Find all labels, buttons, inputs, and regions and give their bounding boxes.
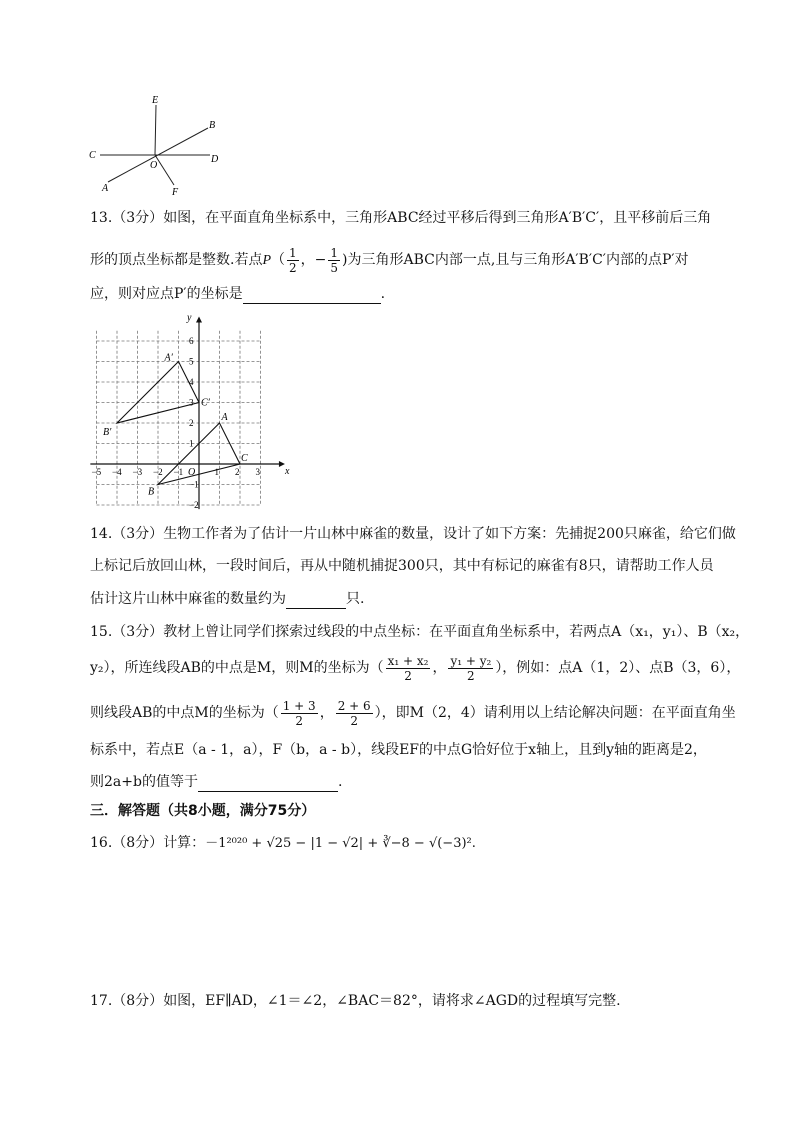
label-O: O bbox=[150, 160, 158, 171]
vertex-A1-label: A′ bbox=[164, 352, 173, 364]
q15-line3: 则线段AB的中点M的坐标为（ $\frac{1 + 3}{2}$ ， $\frac{2 + 6}{2}$ ），即M（2，4）请利用以上结论解决问题：在平面直角坐 bbox=[90, 698, 736, 728]
q13-text2a: 形的顶点坐标都是整数.若点 bbox=[90, 252, 263, 268]
q14-line2 bbox=[90, 556, 714, 576]
y-tick-label: 1 bbox=[189, 438, 194, 449]
q14-answer-blank[interactable] bbox=[286, 592, 346, 609]
q13-period: . bbox=[380, 286, 386, 302]
q15-score: （3分） bbox=[112, 624, 164, 640]
q15-text5: 则2a+b的值等于 bbox=[90, 774, 198, 790]
q17-text: 如图，EF∥AD，∠1＝∠2，∠BAC＝82°，请将求∠AGD的过程填写完整. bbox=[163, 993, 621, 1009]
label-C: C bbox=[89, 150, 96, 161]
q15-num: 15. bbox=[90, 624, 113, 640]
q15-line2: y₂），所连线段AB的中点是M，则M的坐标为（ $\frac{\text{x₁ + x₂}}{2}$ ， $\frac{\text{y₁ + y₂}}{2}$ ），例如：点A（1，2）、点B（3，6）， bbox=[90, 653, 741, 683]
q16-line bbox=[90, 833, 476, 854]
q15-line4 bbox=[90, 740, 707, 760]
q13-neg: − bbox=[314, 252, 327, 268]
y-tick-label: 3 bbox=[189, 397, 194, 408]
q15-text2b: ），例如：点A（1，2）、点B（3，6）， bbox=[495, 660, 741, 676]
q13-text1: 如图，在平面直角坐标系中，三角形ABC经过平移后得到三角形A′B′C′，且平移前后三角 bbox=[163, 210, 712, 226]
line-OE bbox=[155, 105, 156, 155]
x-tick-label: −3 bbox=[132, 467, 143, 477]
y-tick-label: 4 bbox=[189, 377, 194, 387]
q14-text2: 上标记后放回山林，一段时间后，再从中随机捕捉300只，其中有标记的麻雀有8只，请帮助工作人员 bbox=[90, 558, 714, 574]
q13-text2b: )为三角形ABC内部一点,且与三角形A′B′C′内部的点P′对 bbox=[342, 252, 689, 268]
q15-frac1: $\frac{\text{x₁ + x₂}}{2}$ bbox=[387, 653, 429, 683]
origin-label: O bbox=[188, 467, 196, 478]
q13-num: 13. bbox=[90, 210, 113, 226]
x-tick-label: 3 bbox=[255, 467, 260, 477]
angle-lines-figure bbox=[80, 90, 230, 200]
q15-text3b: ），即M（2，4）请利用以上结论解决问题：在平面直角坐 bbox=[374, 705, 736, 721]
q13-line3 bbox=[90, 284, 385, 304]
q15-text1: 教材上曾让同学们探索过线段的中点坐标：在平面直角坐标系中，若两点A（x₁，y₁）、B（x₂， bbox=[163, 624, 750, 640]
q17-line bbox=[90, 991, 621, 1011]
q16-num: 16. bbox=[90, 835, 113, 851]
x-axis-label: x bbox=[284, 466, 290, 477]
x-tick-label: −4 bbox=[112, 467, 122, 477]
q15-line5 bbox=[90, 772, 342, 792]
label-A: A bbox=[102, 183, 109, 194]
q15-frac2: $\frac{\text{y₁ + y₂}}{2}$ bbox=[450, 653, 492, 683]
q15-answer-blank[interactable] bbox=[198, 775, 338, 792]
q13-frac2: $\frac{1}{5}$ bbox=[330, 245, 339, 275]
x-tick-label: −5 bbox=[91, 467, 102, 477]
q15-line1 bbox=[90, 622, 749, 642]
label-D: D bbox=[211, 154, 219, 165]
y-tick-label: 2 bbox=[189, 418, 194, 428]
vertex-C-label: C bbox=[241, 453, 248, 464]
q13-answer-blank[interactable] bbox=[243, 287, 381, 304]
q14-end: 只. bbox=[346, 591, 365, 607]
q13-line2: 形的顶点坐标都是整数.若点P（ $\frac{1}{2}$ ，− $\frac{1}{5}$ )为三角形ABC内部一点,且与三角形A′B′C′内部的点P′对 bbox=[90, 245, 689, 275]
q15-text2a: y₂），所连线段AB的中点是M，则M的坐标为（ bbox=[90, 660, 384, 676]
q14-line1 bbox=[90, 524, 736, 544]
vertex-B1-label: B′ bbox=[103, 427, 112, 438]
q16-text: 计算： bbox=[163, 835, 206, 851]
y-tick-label: −2 bbox=[189, 500, 199, 510]
y-tick-label: −1 bbox=[189, 479, 199, 490]
q15-text3a: 则线段AB的中点M的坐标为（ bbox=[90, 705, 279, 721]
y-tick-label: 5 bbox=[189, 356, 194, 367]
q14-line3 bbox=[90, 589, 364, 609]
q14-text3: 估计这片山林中麻雀的数量约为 bbox=[90, 591, 286, 607]
q14-score: （3分） bbox=[112, 526, 164, 542]
line-OF bbox=[155, 155, 174, 185]
x-tick-label: 2 bbox=[235, 467, 240, 477]
q13-score: （3分） bbox=[112, 210, 164, 226]
x-tick-label: −1 bbox=[173, 467, 184, 477]
q15-text4: 标系中，若点E（a - 1，a），F（b，a - b），线段EF的中点G恰好位于x轴上，且到y轴的距离是2， bbox=[90, 742, 707, 758]
x-tick-label: 1 bbox=[214, 467, 219, 477]
label-B: B bbox=[209, 120, 216, 131]
q16-expression: －1²⁰²⁰ + √25 − |1 − √2| + ∛−8 − √(−3)². bbox=[205, 836, 476, 851]
q16-score: （8分） bbox=[112, 835, 164, 851]
q15-end: . bbox=[337, 774, 343, 790]
q13-text3: 应，则对应点P′的坐标是 bbox=[90, 286, 243, 302]
label-E: E bbox=[152, 95, 159, 106]
x-tick-label: −2 bbox=[153, 467, 163, 477]
q17-score: （8分） bbox=[112, 993, 164, 1009]
y-tick-label: 6 bbox=[189, 336, 194, 346]
y-axis-arrow bbox=[196, 317, 202, 323]
label-F: F bbox=[172, 187, 179, 198]
q13-frac1: $\frac{1}{2}$ bbox=[289, 245, 297, 275]
q17-num: 17. bbox=[90, 993, 113, 1009]
vertex-C1-label: C′ bbox=[201, 397, 210, 409]
vertex-B-label: B bbox=[148, 486, 155, 498]
q15-frac3: $\frac{1 + 3}{2}$ bbox=[282, 698, 316, 728]
q13-P: P bbox=[262, 253, 272, 268]
section3-title: 三．解答题（共8小题，满分75分） bbox=[90, 803, 316, 819]
q15-frac4: $\frac{2 + 6}{2}$ bbox=[337, 698, 371, 728]
q14-text1: 生物工作者为了估计一片山林中麻雀的数量，设计了如下方案：先捕捉200只麻雀，给它们做 bbox=[163, 526, 736, 542]
q14-num: 14. bbox=[90, 526, 113, 542]
y-axis-label: y bbox=[187, 312, 192, 324]
coordinate-grid-figure bbox=[86, 312, 296, 510]
vertex-A-label: A bbox=[221, 412, 228, 423]
q13-line1 bbox=[90, 208, 711, 228]
